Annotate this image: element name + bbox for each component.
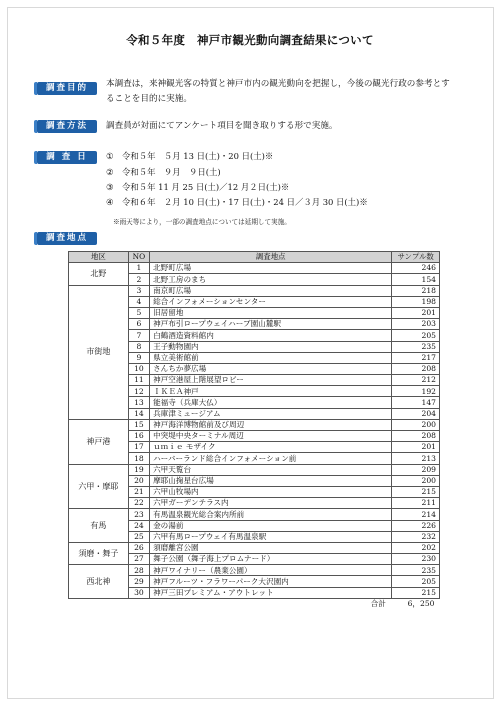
no-cell: 17 [128,442,149,453]
purpose-line-1: 本調査は，来神観光客の特質と神戸市内の観光動向を把握し，今後の観光行政の参考とす [106,79,450,89]
table-body [69,263,440,609]
section-label-purpose: 調査目的 [37,82,97,95]
dates-note: ※雨天等により，一部の調査地点については延期して実施。 [113,218,291,226]
locations-table [68,251,440,609]
location-cell: 神戸空港屋上階展望ロビー [150,375,392,386]
date-item-text: 令和５年 ９月 ９日(土) [122,167,221,177]
no-cell: 16 [128,431,149,442]
no-cell: 29 [128,576,149,587]
no-cell: 24 [128,520,149,531]
no-cell: 14 [128,408,149,419]
no-cell: 7 [128,330,149,341]
no-cell: 22 [128,498,149,509]
area-cell: 西北神 [69,565,129,599]
method-text: 調査員が対面にてアンケート項目を聞き取りする形で実施。 [106,121,338,131]
no-cell: 30 [128,587,149,598]
table-row [69,542,440,553]
sample-count-cell: 246 [392,263,440,274]
no-cell: 21 [128,486,149,497]
no-cell: 12 [128,386,149,397]
no-cell: 25 [128,531,149,542]
location-cell: さんちか夢広場 [150,363,392,374]
sample-count-cell: 202 [392,542,440,553]
section-label-locations: 調査地点 [37,232,97,245]
location-cell: 北野町広場 [150,263,392,274]
location-cell: 神戸海洋博物館前及び周辺 [150,419,392,430]
location-cell: 舞子公園（舞子海上プロムナード） [150,554,392,565]
no-cell: 19 [128,464,149,475]
sample-count-cell: 235 [392,565,440,576]
total-spacer [69,598,150,609]
sample-count-cell: 208 [392,431,440,442]
page-title: 令和５年度 神戸市観光動向調査結果について [126,33,374,47]
location-cell: ハーバーランド総合インフォメーション前 [150,453,392,464]
table-row [69,419,440,430]
sample-count-cell: 205 [392,330,440,341]
sample-count-cell: 204 [392,408,440,419]
table-row [69,565,440,576]
header-location: 調査地点 [150,252,392,263]
location-cell: 神戸フルーツ・フラワーパーク大沢園内 [150,576,392,587]
location-cell: 県立美術館前 [150,352,392,363]
date-item-number: ② [106,167,114,177]
sample-count-cell: 212 [392,375,440,386]
no-cell: 18 [128,453,149,464]
date-item-number: ④ [106,197,114,207]
no-cell: 6 [128,319,149,330]
sample-count-cell: 214 [392,509,440,520]
no-cell: 15 [128,419,149,430]
date-item-text: 令和６年 ２月 10 日(土)・17 日(土)・24 日／３月 30 日(土)※ [122,197,368,207]
sample-count-cell: 198 [392,296,440,307]
sample-count-cell: 217 [392,352,440,363]
location-cell: 金の湯前 [150,520,392,531]
date-item [106,166,221,178]
sample-count-cell: 226 [392,520,440,531]
no-cell: 9 [128,352,149,363]
sample-count-cell: 192 [392,386,440,397]
sample-count-cell: 209 [392,464,440,475]
location-cell: 兵庫津ミュージアム [150,408,392,419]
location-cell: 須磨離宮公園 [150,542,392,553]
location-cell: 中突堤中央ターミナル周辺 [150,431,392,442]
area-cell: 市街地 [69,285,129,419]
location-cell: 神戸布引ロープウェイハーブ園山麓駅 [150,319,392,330]
sample-count-cell: 147 [392,397,440,408]
location-cell: 六甲山牧場内 [150,486,392,497]
table-row [69,509,440,520]
date-item-number: ① [106,151,114,161]
no-cell: 4 [128,296,149,307]
no-cell: 27 [128,554,149,565]
no-cell: 10 [128,363,149,374]
table-row [69,464,440,475]
sample-count-cell: 230 [392,554,440,565]
total-count: 6，250 [407,599,435,609]
no-cell: 28 [128,565,149,576]
location-cell: ＩＫＥＡ神戸 [150,386,392,397]
area-cell: 北野 [69,263,129,285]
no-cell: 8 [128,341,149,352]
no-cell: 5 [128,307,149,318]
no-cell: 1 [128,263,149,274]
purpose-text [106,77,476,107]
location-cell: 白鶴酒造資料館内 [150,330,392,341]
sample-count-cell: 211 [392,498,440,509]
section-label-dates: 調 査 日 [37,151,97,164]
sample-count-cell: 208 [392,363,440,374]
location-cell: 有馬温泉観光総合案内所前 [150,509,392,520]
date-item [106,150,273,162]
sample-count-cell: 201 [392,307,440,318]
date-item-text: 令和５年 ５月 13 日(土)・20 日(土)※ [122,151,274,161]
location-cell: ｕｍｉｅ モザイク [150,442,392,453]
total-label: 合計 [370,599,386,609]
location-cell: 能福寺（兵庫大仏） [150,397,392,408]
header-no: NO [128,252,149,263]
section-label-method: 調査方法 [37,120,97,133]
location-cell: 摩耶山掬星台広場 [150,475,392,486]
no-cell: 11 [128,375,149,386]
header-sample-count: サンプル数 [392,252,440,263]
location-cell: 王子動物園内 [150,341,392,352]
no-cell: 3 [128,285,149,296]
table-header-row [69,252,440,263]
sample-count-cell: 154 [392,274,440,285]
location-cell: 六甲天覧台 [150,464,392,475]
location-cell: 北野工房のまち [150,274,392,285]
table-row [69,285,440,296]
area-cell: 神戸港 [69,419,129,464]
sample-count-cell: 215 [392,587,440,598]
date-item [106,196,368,208]
total-row [69,598,440,609]
header-area: 地区 [69,252,129,263]
no-cell: 20 [128,475,149,486]
area-cell: 須磨・舞子 [69,542,129,564]
sample-count-cell: 205 [392,576,440,587]
sample-count-cell: 218 [392,285,440,296]
location-cell: 神戸ワイナリー（農業公園） [150,565,392,576]
no-cell: 26 [128,542,149,553]
sample-count-cell: 235 [392,341,440,352]
location-cell: 総合インフォメーションセンター [150,296,392,307]
date-item [106,181,289,193]
date-item-number: ③ [106,182,114,192]
sample-count-cell: 203 [392,319,440,330]
sample-count-cell: 201 [392,442,440,453]
sample-count-cell: 232 [392,531,440,542]
table-row [69,263,440,274]
no-cell: 13 [128,397,149,408]
location-cell: 六甲ガーデンテラス内 [150,498,392,509]
area-cell: 六甲・摩耶 [69,464,129,509]
no-cell: 2 [128,274,149,285]
sample-count-cell: 213 [392,453,440,464]
no-cell: 23 [128,509,149,520]
sample-count-cell: 200 [392,475,440,486]
location-cell: 六甲有馬ロープウェイ有馬温泉駅 [150,531,392,542]
sample-count-cell: 200 [392,419,440,430]
location-cell: 旧居留地 [150,307,392,318]
location-cell: 南京町広場 [150,285,392,296]
area-cell: 有馬 [69,509,129,543]
purpose-line-2: ることを目的に実施。 [106,94,192,104]
sample-count-cell: 215 [392,486,440,497]
location-cell: 神戸三田プレミアム・アウトレット [150,587,392,598]
date-item-text: 令和５年 11 月 25 日(土)／12 月２日(土)※ [122,182,290,192]
